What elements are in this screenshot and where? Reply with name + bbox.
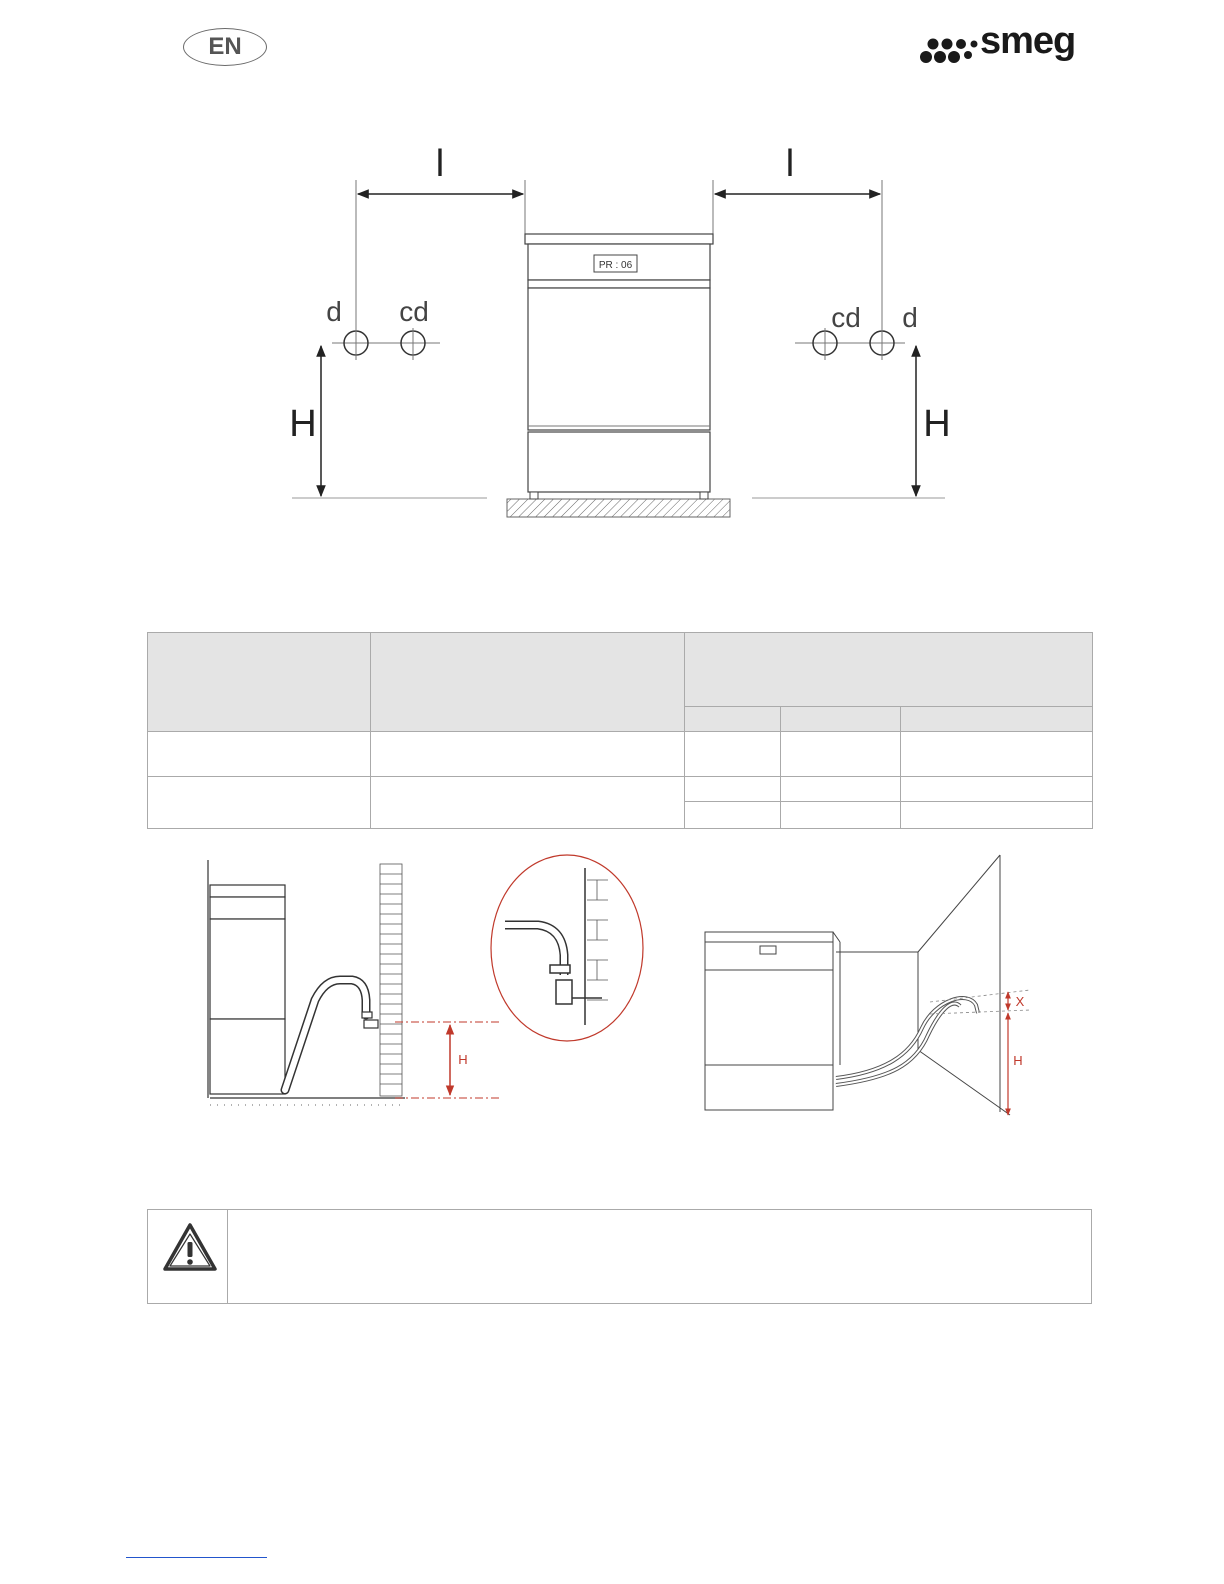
warning-divider: [227, 1210, 228, 1303]
drain-detail-zoom: [491, 855, 643, 1041]
label-l-left: l: [435, 143, 445, 185]
footer-rule: [126, 1557, 267, 1558]
door-panel: [528, 288, 710, 430]
table-subheader-cell: [685, 707, 781, 732]
table-subheader-cell: [901, 707, 1093, 732]
label-l-right: l: [785, 143, 795, 185]
label-h-left: H: [289, 403, 317, 445]
display-text: PR : 06: [598, 260, 633, 271]
connection-specs-table: [147, 632, 1093, 829]
label-cd-left: cd: [399, 296, 429, 327]
language-badge: EN: [183, 28, 267, 66]
table-row: [148, 732, 1093, 777]
front-connection-diagram: [0, 0, 1224, 560]
kick-panel: [528, 432, 710, 492]
label-d-right: d: [902, 302, 918, 333]
label-x: X: [1015, 994, 1025, 1009]
table-header-cell: [371, 633, 685, 732]
label-d-left: d: [326, 296, 342, 327]
side-drain-diagram: [190, 850, 660, 1130]
table-header-cell: [148, 633, 371, 732]
dishwasher-front-view: [525, 234, 713, 499]
table-header-cell: [685, 633, 1093, 707]
table-row: [148, 777, 1093, 802]
warning-box: [147, 1209, 1092, 1304]
table-subheader-cell: [781, 707, 901, 732]
label-h-side: H: [458, 1052, 468, 1067]
warning-icon: [162, 1222, 218, 1272]
label-h-perspective: H: [1013, 1053, 1023, 1068]
perspective-drain-diagram: [700, 850, 1040, 1125]
floor-hatch: [507, 499, 730, 517]
label-h-right: H: [923, 403, 951, 445]
brand-name: smeg: [980, 20, 1076, 62]
label-cd-right: cd: [831, 302, 861, 333]
